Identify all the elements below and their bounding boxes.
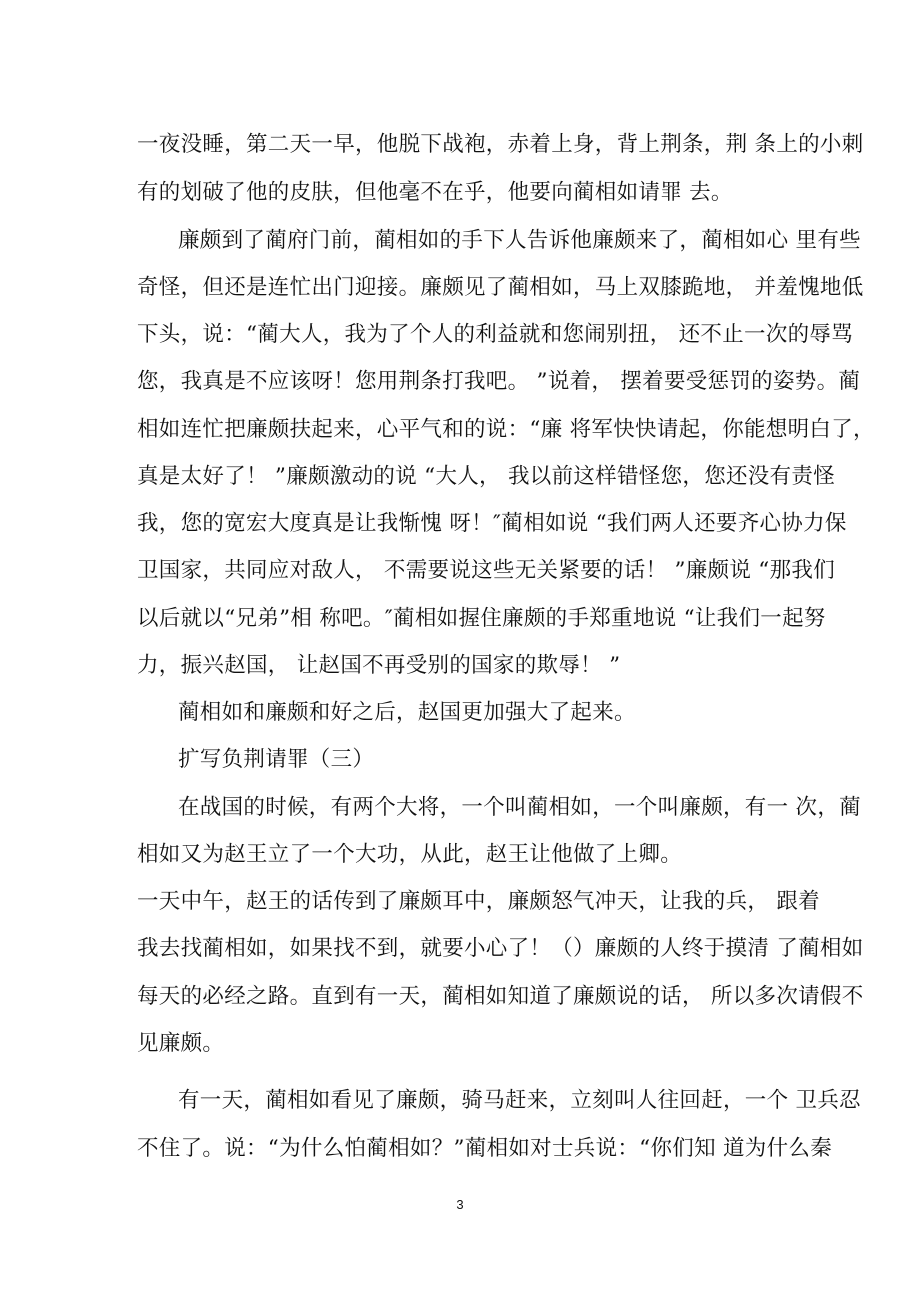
text-line: 卫国家，共同应对敌人， 不需要说这些无关紧要的话！ ”廉颇说 “那我们: [137, 558, 835, 583]
text-line: 我去找蔺相如，如果找不到，就要小心了！（）廉颇的人终于摸清 了蔺相如: [137, 936, 864, 961]
text-line: 相如连忙把廉颇扶起来，心平气和的说：“廉 将军快快请起，你能想明白了，: [137, 417, 875, 442]
text-line: 我，您的宽宏大度真是让我惭愧 呀！″蔺相如说 “我们两人还要齐心协力保: [137, 511, 847, 536]
section-heading: 扩写负荆请罪（三）: [178, 747, 375, 772]
paragraph-start-line: 一天中午，赵王的话传到了廉颇耳中，廉颇怒气冲天，让我的兵， 跟着: [137, 889, 820, 914]
text-line: 有的划破了他的皮肤，但他毫不在乎，他要向蔺相如请罪 去。: [137, 180, 733, 205]
text-line: 每天的必经之路。直到有一天，蔺相如知道了廉颇说的话， 所以多次请假不: [137, 984, 864, 1009]
text-line: 相如又为赵王立了一个大功，从此，赵王让他做了上卿。: [137, 842, 683, 867]
paragraph-start-line: 有一天，蔺相如看见了廉颇，骑马赶来，立刻叫人往回赶，一个 卫兵忍: [178, 1088, 861, 1113]
text-line: 您，我真是不应该呀！您用荆条打我吧。 ”说着， 摆着要受惩罚的姿势。蔺: [137, 369, 861, 394]
text-line: 奇怪，但还是连忙出门迎接。廉颇见了蔺相如，马上双膝跪地， 并羞愧地低: [137, 275, 864, 300]
paragraph-start-line: 蔺相如和廉颇和好之后，赵国更加强大了起来。: [178, 700, 636, 725]
text-line: 以后就以“兄弟”相 称吧。″蔺相如握住廉颇的手郑重地说 “让我们一起努: [137, 606, 826, 631]
text-line: 力，振兴赵国， 让赵国不再受别的国家的欺辱！ ”: [137, 653, 621, 678]
paragraph-start-line: 在战国的时候，有两个大将，一个叫蔺相如，一个叫廉颇，有一 次，蔺: [178, 795, 861, 820]
text-line: 一夜没睡，第二天一早，他脱下战袍，赤着上身，背上荆条，荆 条上的小刺: [137, 132, 864, 157]
text-line: 不住了。说：“为什么怕蔺相如？”蔺相如对士兵说：“你们知 道为什么秦: [137, 1136, 833, 1161]
paragraph-start-line: 廉颇到了蔺府门前，蔺相如的手下人告诉他廉颇来了，蔺相如心 里有些: [178, 228, 861, 253]
text-line: 见廉颇。: [137, 1031, 225, 1056]
page-number: 3: [456, 1197, 464, 1212]
text-line: 下头，说：“蔺大人，我为了个人的利益就和您闹别扭， 还不止一次的辱骂: [137, 322, 854, 347]
text-line: 真是太好了！ ”廉颇激动的说 “大人， 我以前这样错怪您，您还没有责怪: [137, 464, 835, 489]
